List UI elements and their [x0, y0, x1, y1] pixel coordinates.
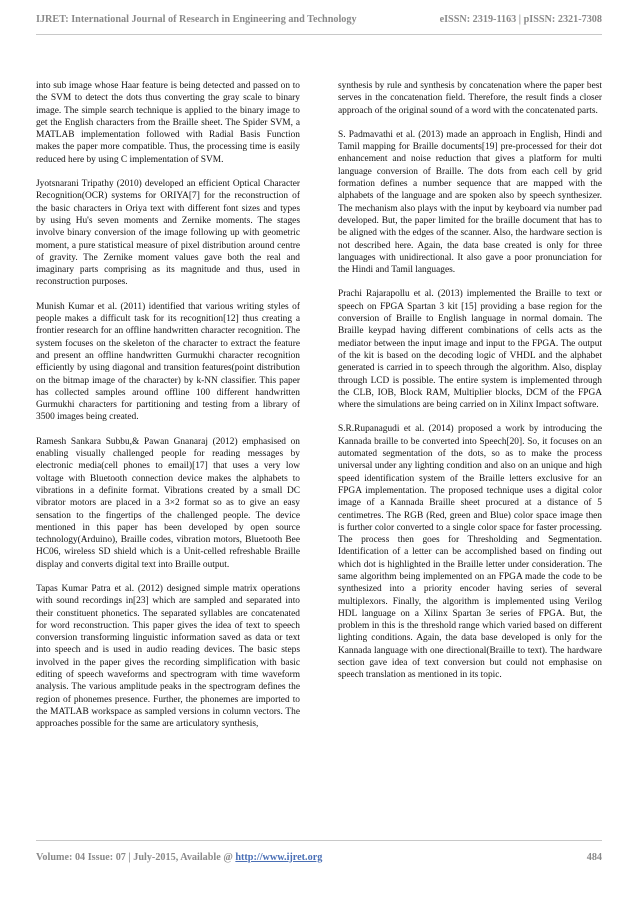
- header-rule: [36, 34, 602, 35]
- paragraph: Jyotsnarani Tripathy (2010) developed an efficient Optical Character Recognition(OCR) systems for ORIYA[7] for the reconstruction of the basic characters in Oriya text with different font sizes and types by using Hu's seven moments and Zernike moments. The stages involve binary conversion of the image following up with geometric moment, a pure statistical measure of pixel distribution around centre of gravity. The Zernike moment values gave both the real and imaginary parts comprising as its magnitude and thus, used in reconstruction purposes.: [36, 179, 300, 288]
- paragraph: into sub image whose Haar feature is being detected and passed on to the SVM to detect the dots thus converting the gray scale to binary image. The simple search technique is applied to the binary image to get the English characters from the Braille sheet. The Spider SVM, a MATLAB implementation followed with Radial Basis Function makes the paper more compatible. Thus, the processing time is easily reduced here by using C implementation of SVM.: [36, 81, 300, 165]
- page-footer: [36, 852, 602, 870]
- right-column: [338, 80, 602, 694]
- page-number: 484: [586, 852, 602, 863]
- paragraph: Tapas Kumar Patra et al. (2012) designed simple matrix operations with sound recordings in[23] which are sampled and separated into their constituent phonetics. The separated syllables are concatenated for word reconstruction. This paper gives the idea of text to speech conversion transforming linguistic information saved as data or text into speech and is used in audio reading devices. The basic steps involved in the paper gives the recording simplification with basic editing of speech waveforms and spectrogram with time waveform analysis. The various amplitude peaks in the spectrogram defines the region of phonemes presence. Further, the phonemes are imported to the MATLAB workspace as sampled versions in column vectors. The approaches possible for the same are articulatory synthesis,: [36, 583, 300, 730]
- issn-info: eISSN: 2319-1163 | pISSN: 2321-7308: [439, 14, 602, 25]
- paragraph: Prachi Rajarapollu et al. (2013) implemented the Braille to text or speech on FPGA Spartan 3 kit [15] providing a base region for the conversion of Braille to English language in normal domain. The Braille keypad having different combinations of cells acts as the mediator between the input image and input to the FPGA. The output of the kit is based on the decoding logic of VHDL and the alphabet generated is carried in to speech through the algorithm. Also, display through LCD is possible. The entire system is implemented through the CLB, IOB, Block RAM, Multiplier blocks, DCM of the FPGA where the simulations are being carried on in Xilinx Impact software.: [338, 289, 602, 411]
- left-column: [36, 80, 300, 743]
- paragraph: Ramesh Sankara Subbu,& Pawan Gnanaraj (2012) emphasised on enabling visually challenged people for reading messages by electronic media(cell phones to email)[17] that uses a very low voltage with Bluetooth connection device makes the alphabets to vibrations in a definite format. Vibrations created by a small DC vibrator motors are placed in a 3×2 format so as to give an easy sensation to the fingertips of the challenged people. The device mentioned in this paper has been developed by open source technology(Arduino), Braille codes, vibration motors, Bluetooth Bee HC06, wireless SD shield which is a Unit-celled refreshable Braille display and converts digital text into Braille output.: [36, 436, 300, 570]
- footer-rule: [36, 840, 602, 841]
- volume-info: Volume: 04 Issue: 07 | July-2015, Available @: [36, 852, 236, 863]
- footer-text: [36, 852, 322, 863]
- paragraph: S. Padmavathi et al. (2013) made an approach in English, Hindi and Tamil mapping for Braille documents[19] pre-processed for their dot enhancement and noise reduction that gives a platform for multi language conversion of Braille. The dots from each cell by grid formation defines a number sequence that are mapped with the alphabets of the language and are spoken also by speech synthesizer. The mechanism also plays with the input by keyboard via number pad developed. But, the paper limited for the braille document that has to be aligned with the edges of the scanner. Also, the hardware section is not described here. Again, the data base created is only for three languages with unidirectional. It also gave a poor pronunciation for the Hindi and Tamil languages.: [338, 129, 602, 276]
- paragraph: Munish Kumar et al. (2011) identified that various writing styles of people makes a difficult task for its recognition[12] thus creating a frontier research for an offline handwritten character recognition. The system focuses on the skeleton of the character to extract the feature and present an offline handwritten Gurmukhi character recognition efficiently by using diagonal and transition features(point distribution on the bitmap image of the character) by k-NN classifier. This paper has collected samples around offline 100 different handwritten Gurmukhi characters for partitioning and testing from a library of 3500 images being created.: [36, 301, 300, 423]
- paragraph: synthesis by rule and synthesis by concatenation where the paper best serves in the concatenation field. Therefore, the result finds a closer approach of the original sound of a word with the concatenated parts.: [338, 81, 602, 116]
- paragraph: S.R.Rupanagudi et al. (2014) proposed a work by introducing the Kannada braille to be converted into Speech[20]. So, it focuses on an automated segmentation of the dots, so as to make the process universal under any lighting condition and also on an unique and high speed identification system of the Braille letters exclusive for an FPGA implementation. The proposed technique uses a digital color image of a Kannada Braille sheet procured at a distance of 5 centimetres. The RGB (Red, green and Blue) color space image then is further color converted to a single color space for faster processing. The process then goes for Thresholding and Segmentation. Identification of a letter can be accomplished based on finding out which dot is highlighted in the Braille letter under consideration. The same algorithm being implemented on an FPGA made the code to be synthesized into a priority encoder having series of several multiplexors. Finally, the algorithm is implemented using Verilog HDL language on a Xilinx Spartan 3e series of FPGA. But, the problem in this is the threshold range which varied based on different lighting conditions. Again, the data base developed is only for the Kannada language with one directional(Braille to text). The hardware section gave idea of text conversion but could not emphasise on speech translation as mentioned in its topic.: [338, 424, 602, 681]
- journal-link[interactable]: http://www.ijret.org: [235, 852, 323, 863]
- page-header: [36, 8, 602, 28]
- journal-title: IJRET: International Journal of Research in Engineering and Technology: [36, 14, 357, 25]
